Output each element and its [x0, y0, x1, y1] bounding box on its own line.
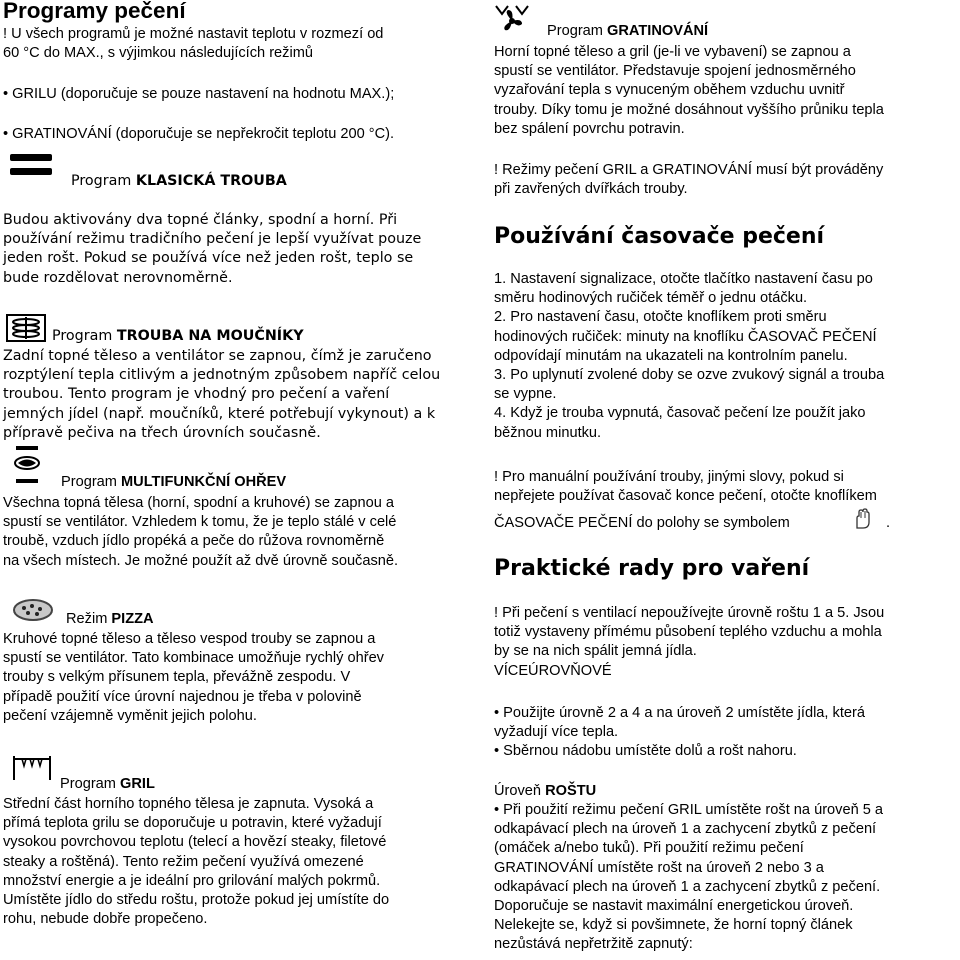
pastry-oven-icon — [6, 313, 46, 343]
manual-note-period: . — [886, 515, 891, 531]
grill-icon — [12, 756, 52, 780]
intro-text: ! U všech programů je možné nastavit teplotu v rozmezí od 60 °C do MAX., s výjimkou následujících režimů — [3, 26, 384, 62]
program-gratin-text: Horní topné těleso a gril (je-li ve vybavení) se zapnou a spustí se ventilátor. Představuje spojení jednosměrného vyzařování tepla s vynuceným oběhem vzduchu uvnitř trouby. Díky tomu je možné dosáhnout vyššího průniku tepla bez spálení povrchu potravin. — [494, 44, 884, 137]
pizza-icon — [12, 598, 54, 622]
multifunction-icon — [12, 446, 44, 484]
program-pizza-text: Kruhové topné těleso a těleso vespod trouby se zapnou a spustí se ventilátor. Tato kombinace umožňuje rychlý ohřev trouby s velkým přísunem tepla, převážně zespodu. V případě použití více úrovní najednou je třeba v polovině pečení vzájemně vyměnit jejich polohu. — [3, 631, 384, 724]
manual-hand-icon — [852, 508, 874, 530]
timer-heading: Používání časovače pečení — [494, 224, 825, 249]
program-pizza-heading: Režim PIZZA — [66, 611, 154, 627]
page-title: Programy pečení — [3, 0, 186, 23]
program-multi-heading: Program MULTIFUNKČNÍ OHŘEV — [61, 474, 287, 490]
bullet-gratin: • GRATINOVÁNÍ (doporučuje se nepřekročit teplotu 200 °C). — [3, 126, 395, 142]
program-klasicka-heading: Program KLASICKÁ TROUBA — [71, 173, 287, 189]
manual-note: ! Pro manuální používání trouby, jinými slovy, pokud si nepřejete používat časovač konce pečení, otočte knoflíkem — [494, 469, 877, 505]
manual-note-end: ČASOVAČE PEČENÍ do polohy se symbolem — [494, 515, 790, 531]
program-moucniky-text: Zadní topné těleso a ventilátor se zapnou, čímž je zaručeno rozptýlení tepla citlivým a jednotným způsobem napříč celou troubou. Tento program je vhodný pro pečení a vaření jemných jídel (např. moučníků, které potřebují vykynout) a k přípravě pečiva na třech úrovních současně. — [3, 348, 441, 441]
program-multi-text: Všechna topná tělesa (horní, spodní a kruhové) se zapnou a spustí se ventilátor. Vzhledem k tomu, že je teplo stálé v celé troubě, vzduch jídlo propéká a peče do růžova rovnoměrně na všech místech. Je možné použít až dvě úrovně současně. — [3, 495, 399, 569]
program-gril-text: Střední část horního topného tělesa je zapnuta. Vysoká a přímá teplota grilu se doporučuje u potravin, které vyžadují vysokou povrchovou teplotu (telecí a hovězí steaky, filetové steaky a roštěná). Tento režim pečení využívá omezené množství energie a je ideální pro grilování malých pokrmů. Umístěte jídlo do středu roštu, protože pokud jej umístíte do rohu, nebude dobře propečeno. — [3, 796, 390, 928]
gril-warning: ! Režimy pečení GRIL a GRATINOVÁNÍ musí být prováděny při zavřených dvířkách trouby. — [494, 162, 884, 198]
program-gratin-heading: Program GRATINOVÁNÍ — [547, 23, 709, 39]
timer-steps: 1. Nastavení signalizace, otočte tlačítko nastavení času po směru hodinových ručiček téměř o jednu otáčku. 2. Pro nastavení času, otočte knoflíkem proti směru hodinových ručiček: minuty na knoflíku ČASOVAČ PEČENÍ odpovídají minutám na ukazateli na kontrolním panelu. 3. Po uplynutí zvolené doby se ozve zvukový signál a trouba se vypne. 4. Když je trouba vypnutá, časovač pečení lze použít jako běžnou minutku. — [494, 271, 885, 441]
bullet-gril: • GRILU (doporučuje se pouze nastavení na hodnotu MAX.); — [3, 86, 395, 102]
program-moucniky-heading: Program TROUBA NA MOUČNÍKY — [52, 328, 304, 344]
level-text: • Při použití režimu pečení GRIL umístěte rošt na úroveň 5 a odkapávací plech na úroveň 1 a zachycení zbytků z pečení (omáček a/nebo tuků). Při použití režimu pečení GRATINOVÁNÍ umístěte rošt na úroveň 2 nebo 3 a odkapávací plech na úroveň 1 a zachycení zbytků z pečení. Doporučuje se nastavit maximální energetickou úroveň. Nelekejte se, když si povšimnete, že horní topný článek nezůstává nepřetržitě zapnutý: — [494, 802, 884, 953]
conventional-oven-icon — [10, 152, 52, 176]
tips-heading: Praktické rady pro vaření — [494, 556, 810, 581]
program-gril-heading: Program GRIL — [60, 776, 155, 792]
gratin-fan-icon — [494, 4, 530, 34]
tips-fan: ! Při pečení s ventilací nepoužívejte úrovně roštu 1 a 5. Jsou totiž vystaveny přímému působení teplého vzduchu a mohla by se na nich spálit jemná jídla. VÍCEÚROVŇOVÉ — [494, 605, 885, 679]
tips-bullets: • Použijte úrovně 2 a 4 a na úroveň 2 umístěte jídla, která vyžadují více tepla. • Sběrnou nádobu umístěte dolů a rošt nahoru. — [494, 705, 865, 760]
program-klasicka-text: Budou aktivovány dva topné články, spodní a horní. Při používání režimu tradičního pečení je lepší využívat pouze jeden rošt. Pokud se používá více než jeden rošt, teplo se bude rozdělovat nerovnoměrně. — [3, 212, 422, 286]
level-heading: Úroveň ROŠTU — [494, 783, 597, 799]
